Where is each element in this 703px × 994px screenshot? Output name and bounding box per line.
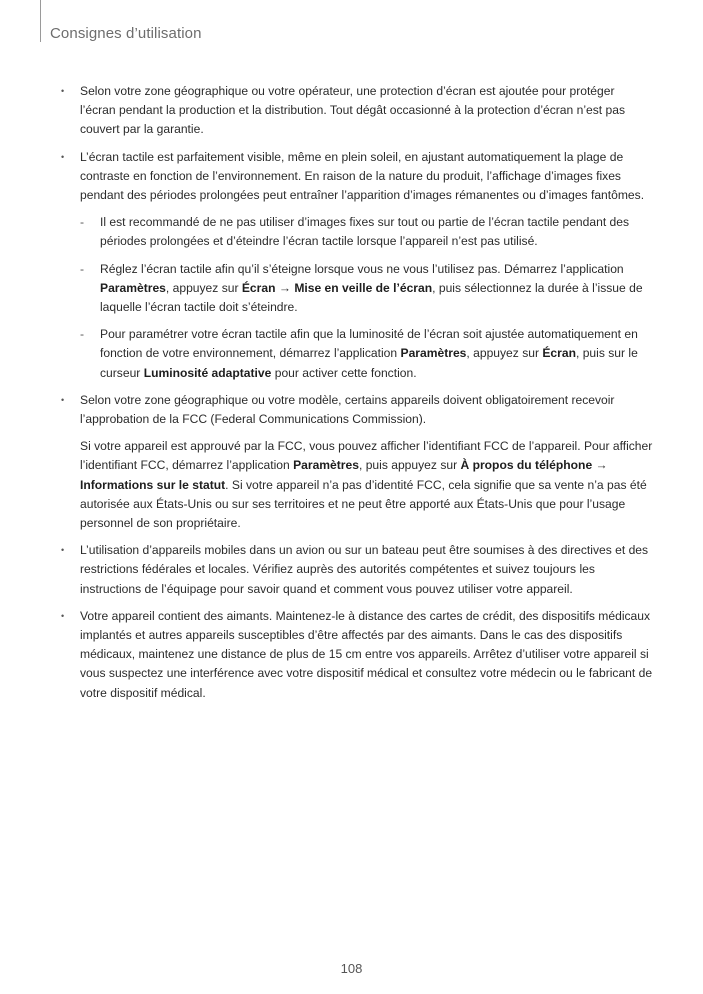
bullet-paragraph	[80, 148, 653, 206]
dash-marker: -	[80, 261, 85, 276]
bold-term: À propos du téléphone	[460, 458, 593, 473]
dash-marker: -	[80, 215, 85, 230]
text-run: Pour paramétrer votre écran tactile afin que la luminosité de l’écran soit ajustée automatiquement en fonction de votre environnement, démarrez l’application	[100, 327, 638, 361]
sub-item-text	[100, 213, 653, 251]
bold-term: Paramètres	[100, 280, 166, 295]
bold-term: Paramètres	[400, 346, 467, 361]
text-run: , appuyez sur	[466, 346, 543, 361]
bullet-paragraph	[80, 437, 653, 533]
text-run: →	[275, 280, 295, 295]
bullet-marker: •	[61, 545, 65, 556]
bold-term: Paramètres	[293, 458, 359, 473]
bullet-marker: •	[61, 86, 65, 96]
sub-item	[80, 325, 653, 383]
text-run: L’utilisation d’appareils mobiles dans un avion ou sur un bateau peut être soumises à des directives et des restrictions fédérales et locales. Vérifiez auprès des autorités compétentes et suivez toujours les instructions de l’équipage pour savoir quand et comment vous pouvez utiliser votre appareil.	[80, 543, 649, 596]
text-run: pour activer cette fonction.	[271, 365, 417, 380]
bullet-item	[61, 391, 653, 533]
sub-list	[80, 213, 653, 383]
page-number: 108	[340, 961, 363, 976]
bold-term: Mise en veille de l’écran	[294, 280, 433, 295]
bullet-item	[61, 82, 653, 140]
bullet-marker: •	[61, 610, 65, 621]
bullet-paragraph	[80, 607, 653, 703]
text-run: , puis sur le curseur	[100, 346, 638, 380]
section-title: Consignes d’utilisation	[50, 25, 202, 42]
text-run: Réglez l’écran tactile afin qu’il s’éteigne lorsque vous ne vous l’utilisez pas. Démarrez l’application	[100, 261, 624, 276]
bullet-paragraph	[80, 391, 653, 429]
text-run: Votre appareil contient des aimants. Maintenez-le à distance des cartes de crédit, des dispositifs médicaux implantés et autres appareils susceptibles d’être affectés par des aimants. Dans le cas des dispositifs médicaux, maintenez une distance de plus de 15 cm entre vos appareils. Arrêtez d’utiliser votre appareil si vous suspectez une interférence avec votre dispositif médical et consultez votre médecin ou le fabricant de votre dispositif médical.	[80, 608, 653, 700]
text-run: , puis sélectionnez la durée à l’issue de laquelle l’écran tactile doit s’éteindre.	[100, 280, 643, 315]
text-run: →	[592, 458, 608, 473]
text-run: Il est recommandé de ne pas utiliser d’images fixes sur tout ou partie de l’écran tactile pendant des périodes prolongées et d’éteindre l’écran tactile lorsque l’appareil n’est pas utilisé.	[100, 215, 630, 249]
bullet-item	[61, 541, 653, 599]
bullet-paragraph	[80, 541, 653, 599]
bold-term: Écran	[542, 346, 576, 361]
text-run: Selon votre zone géographique ou votre modèle, certains appareils doivent obligatoirement recevoir l’approbation de la FCC (Federal Communications Commission).	[80, 392, 615, 427]
text-run: . Si votre appareil n’a pas d’identité FCC, cela signifie que sa vente n’a pas été autorisée aux États-Unis ou sur ses territoires et ne peut être apporté aux États-Unis que pour l’usage personnel de son propriétaire.	[80, 477, 647, 531]
bullet-item	[61, 607, 653, 703]
text-run: L’écran tactile est parfaitement visible, même en plein soleil, en ajustant automatiquement la plage de contraste en fonction de l’environnement. En raison de la nature du produit, l’affichage d’images fixes pendant des périodes prolongées peut entraîner l’apparition d’images rémanentes ou d’images fantômes.	[80, 149, 645, 203]
bullet-item	[61, 148, 653, 383]
bullet-marker: •	[61, 394, 65, 405]
text-run: , appuyez sur	[165, 280, 242, 295]
text-run: , puis appuyez sur	[358, 458, 461, 473]
sub-item	[80, 213, 653, 251]
bullet-marker: •	[61, 151, 65, 162]
dash-marker: -	[80, 327, 85, 342]
header-divider	[40, 0, 41, 42]
bullet-paragraph	[80, 82, 653, 140]
bold-term: Informations sur le statut	[80, 477, 226, 492]
sub-item-text	[100, 260, 653, 318]
text-run: Selon votre zone géographique ou votre opérateur, une protection d’écran est ajoutée pour protéger l’écran pendant la production et la distribution. Tout dégât occasionné à la protection d’écran n’est pas couvert par la garantie.	[80, 84, 626, 137]
sub-item	[80, 260, 653, 318]
instructions-list	[61, 82, 653, 711]
bold-term: Luminosité adaptative	[143, 365, 272, 380]
bold-term: Écran	[241, 280, 276, 295]
sub-item-text	[100, 325, 653, 383]
text-run: Si votre appareil est approuvé par la FCC, vous pouvez afficher l’identifiant FCC de l’appareil. Pour afficher l’identifiant FCC, démarrez l’application	[80, 439, 653, 473]
